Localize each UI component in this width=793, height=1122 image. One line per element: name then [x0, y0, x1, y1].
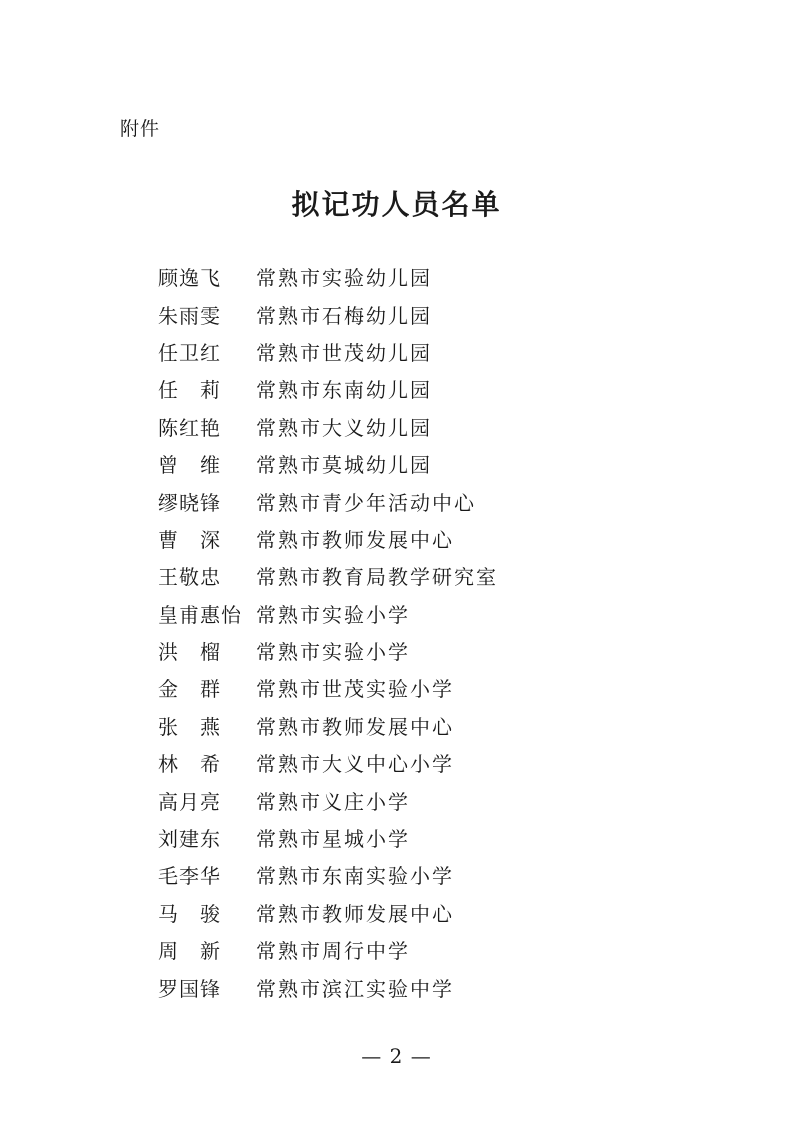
person-name: 林 希	[158, 752, 221, 777]
list-item	[158, 295, 498, 332]
list-item	[158, 520, 498, 557]
person-name: 任卫红	[158, 340, 221, 365]
list-item	[158, 856, 498, 893]
person-unit: 常熟市大义中心小学	[256, 752, 454, 777]
person-unit: 常熟市实验小学	[256, 640, 410, 665]
person-unit: 常熟市实验小学	[256, 602, 410, 627]
person-name: 金 群	[158, 677, 221, 702]
list-item	[158, 370, 498, 407]
list-item	[158, 333, 498, 370]
person-name: 陈红艳	[158, 415, 221, 440]
name-list	[158, 258, 498, 1006]
person-unit: 常熟市星城小学	[256, 827, 410, 852]
document-title: 拟记功人员名单	[291, 188, 502, 221]
list-item	[158, 968, 498, 1005]
list-item	[158, 669, 498, 706]
person-name: 曹 深	[158, 527, 221, 552]
list-item	[158, 408, 498, 445]
person-unit: 常熟市周行中学	[256, 939, 410, 964]
attachment-label: 附件	[120, 118, 161, 140]
list-item	[158, 931, 498, 968]
person-unit: 常熟市义庄小学	[256, 789, 410, 814]
person-name: 罗国锋	[158, 976, 221, 1001]
person-name: 周 新	[158, 939, 221, 964]
person-unit: 常熟市青少年活动中心	[256, 490, 476, 515]
list-item	[158, 445, 498, 482]
list-item	[158, 258, 498, 295]
person-name: 曾 维	[158, 453, 221, 478]
person-name: 王敬忠	[158, 565, 221, 590]
person-unit: 常熟市东南幼儿园	[256, 378, 432, 403]
person-unit: 常熟市实验幼儿园	[256, 266, 432, 291]
person-unit: 常熟市滨江实验中学	[256, 976, 454, 1001]
person-unit: 常熟市教师发展中心	[256, 714, 454, 739]
person-name: 缪晓锋	[158, 490, 221, 515]
person-name: 顾逸飞	[158, 266, 221, 291]
page-number: — 2 —	[361, 1044, 432, 1068]
list-item	[158, 894, 498, 931]
person-name: 洪 榴	[158, 640, 221, 665]
list-item	[158, 632, 498, 669]
person-name: 毛李华	[158, 864, 221, 889]
list-item	[158, 482, 498, 519]
person-unit: 常熟市石梅幼儿园	[256, 303, 432, 328]
list-item	[158, 557, 498, 594]
person-name: 刘建东	[158, 827, 221, 852]
list-item	[158, 781, 498, 818]
person-unit: 常熟市大义幼儿园	[256, 415, 432, 440]
person-unit: 常熟市莫城幼儿园	[256, 453, 432, 478]
person-name: 高月亮	[158, 789, 221, 814]
person-name: 马 骏	[158, 901, 221, 926]
person-name: 任 莉	[158, 378, 221, 403]
list-item	[158, 707, 498, 744]
person-unit: 常熟市世茂实验小学	[256, 677, 454, 702]
person-name: 皇甫惠怡	[158, 602, 242, 627]
list-item	[158, 744, 498, 781]
person-unit: 常熟市教师发展中心	[256, 527, 454, 552]
person-name: 朱雨雯	[158, 303, 221, 328]
list-item	[158, 819, 498, 856]
person-unit: 常熟市世茂幼儿园	[256, 340, 432, 365]
person-name: 张 燕	[158, 714, 221, 739]
person-unit: 常熟市教师发展中心	[256, 901, 454, 926]
person-unit: 常熟市教育局教学研究室	[256, 565, 498, 590]
list-item	[158, 595, 498, 632]
person-unit: 常熟市东南实验小学	[256, 864, 454, 889]
